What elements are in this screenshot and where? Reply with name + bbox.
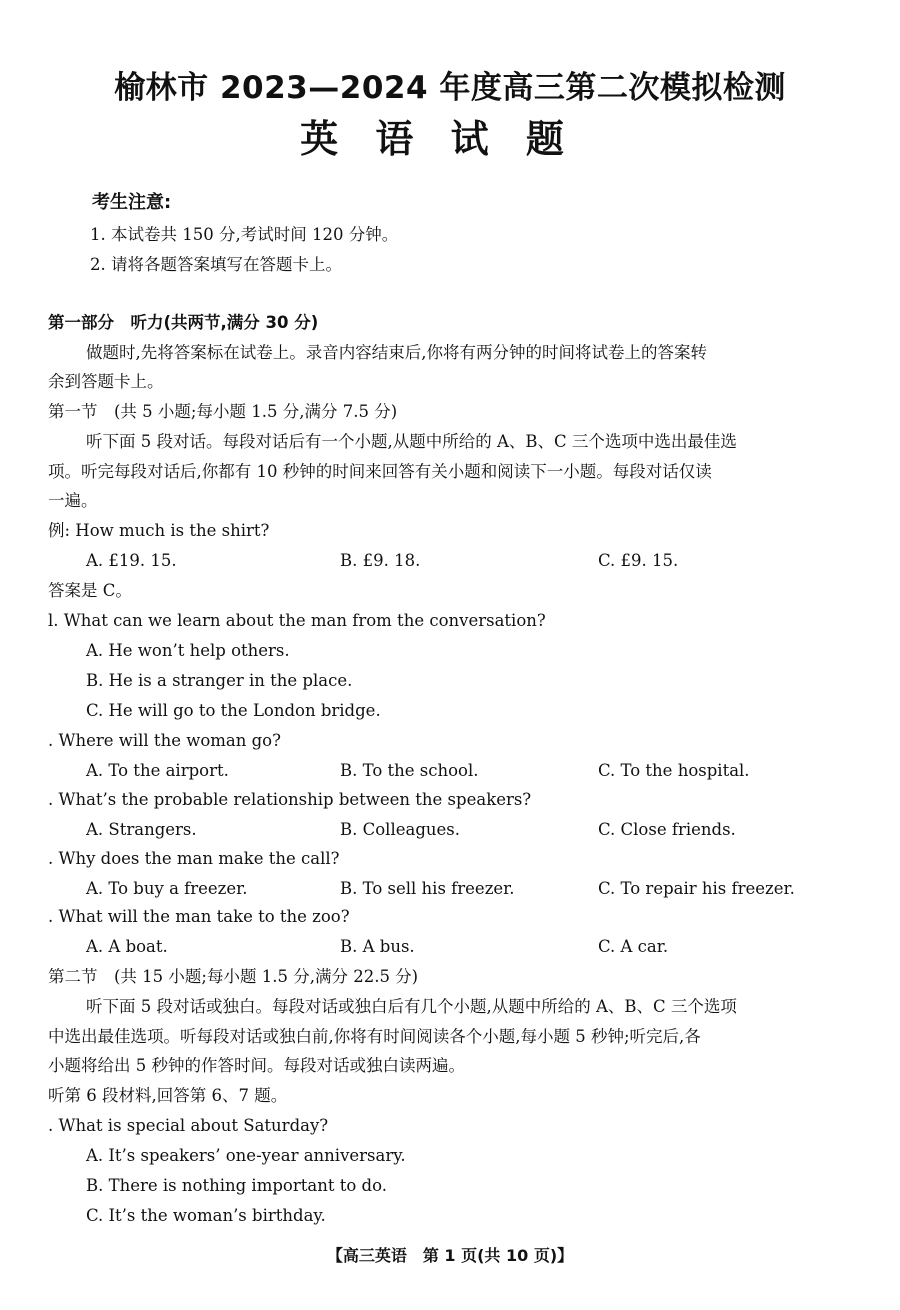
section2-intro-line: 中选出最佳选项。听每段对话或独白前,你将有时间阅读各个小题,每小题 5 秒钟;听完后,各 — [48, 1027, 701, 1046]
question-2-option-c: C. To the hospital. — [598, 761, 750, 780]
part1-heading: 第一部分 听力(共两节,满分 30 分) — [48, 313, 319, 332]
question-5-option-b: B. A bus. — [340, 937, 415, 956]
question-6-option-c: C. It’s the woman’s birthday. — [86, 1206, 326, 1225]
question-2-option-b: B. To the school. — [340, 761, 479, 780]
part1-intro-line: 余到答题卡上。 — [48, 372, 164, 391]
question-1-option-c: C. He will go to the London bridge. — [86, 701, 381, 720]
part1-intro-line: 做题时,先将答案标在试卷上。录音内容结束后,你将有两分钟的时间将试卷上的答案转 — [86, 343, 707, 362]
example-option-a: A. £19. 15. — [86, 551, 177, 570]
material-instruction: 听第 6 段材料,回答第 6、7 题。 — [48, 1086, 288, 1105]
page-footer: 【高三英语 第 1 页(共 10 页)】 — [326, 1246, 574, 1265]
question-5-option-c: C. A car. — [598, 937, 669, 956]
question-3-option-b: B. Colleagues. — [340, 820, 460, 839]
question-5: . What will the man take to the zoo? — [48, 907, 350, 926]
question-1-option-b: B. He is a stranger in the place. — [86, 671, 353, 690]
question-4-option-a: A. To buy a freezer. — [86, 879, 248, 898]
section1-heading: 第一节 (共 5 小题;每小题 1.5 分,满分 7.5 分) — [48, 402, 398, 421]
question-6: . What is special about Saturday? — [48, 1116, 329, 1135]
question-4-option-c: C. To repair his freezer. — [598, 879, 795, 898]
section2-heading: 第二节 (共 15 小题;每小题 1.5 分,满分 22.5 分) — [48, 967, 419, 986]
example-option-c: C. £9. 15. — [598, 551, 679, 570]
question-3: . What’s the probable relationship between the speakers? — [48, 790, 532, 809]
notice-item: 1. 本试卷共 150 分,考试时间 120 分钟。 — [90, 225, 399, 244]
question-1-option-a: A. He won’t help others. — [86, 641, 290, 660]
question-6-option-b: B. There is nothing important to do. — [86, 1176, 387, 1195]
section2-intro-line: 听下面 5 段对话或独白。每段对话或独白后有几个小题,从题中所给的 A、B、C 三个选项 — [86, 997, 737, 1016]
example-answer: 答案是 C。 — [48, 581, 132, 600]
question-1: l. What can we learn about the man from the conversation? — [48, 611, 546, 630]
exam-subject: 英 语 试 题 — [300, 117, 576, 161]
notice-item: 2. 请将各题答案填写在答题卡上。 — [90, 255, 342, 274]
example-option-b: B. £9. 18. — [340, 551, 421, 570]
question-4-option-b: B. To sell his freezer. — [340, 879, 515, 898]
question-4: . Why does the man make the call? — [48, 849, 340, 868]
example-question: 例: How much is the shirt? — [48, 521, 270, 540]
question-5-option-a: A. A boat. — [86, 937, 168, 956]
section1-intro-line: 项。听完每段对话后,你都有 10 秒钟的时间来回答有关小题和阅读下一小题。每段对话仅读 — [48, 462, 712, 481]
exam-title: 榆林市 2023—2024 年度高三第二次模拟检测 — [114, 70, 786, 106]
question-2-option-a: A. To the airport. — [86, 761, 229, 780]
section1-intro-line: 听下面 5 段对话。每段对话后有一个小题,从题中所给的 A、B、C 三个选项中选出最佳选 — [86, 432, 737, 451]
notice-heading: 考生注意: — [92, 192, 172, 213]
question-3-option-c: C. Close friends. — [598, 820, 736, 839]
question-6-option-a: A. It’s speakers’ one-year anniversary. — [86, 1146, 406, 1165]
question-2: . Where will the woman go? — [48, 731, 281, 750]
section1-intro-line: 一遍。 — [48, 491, 98, 510]
question-3-option-a: A. Strangers. — [86, 820, 197, 839]
section2-intro-line: 小题将给出 5 秒钟的作答时间。每段对话或独白读两遍。 — [48, 1056, 465, 1075]
